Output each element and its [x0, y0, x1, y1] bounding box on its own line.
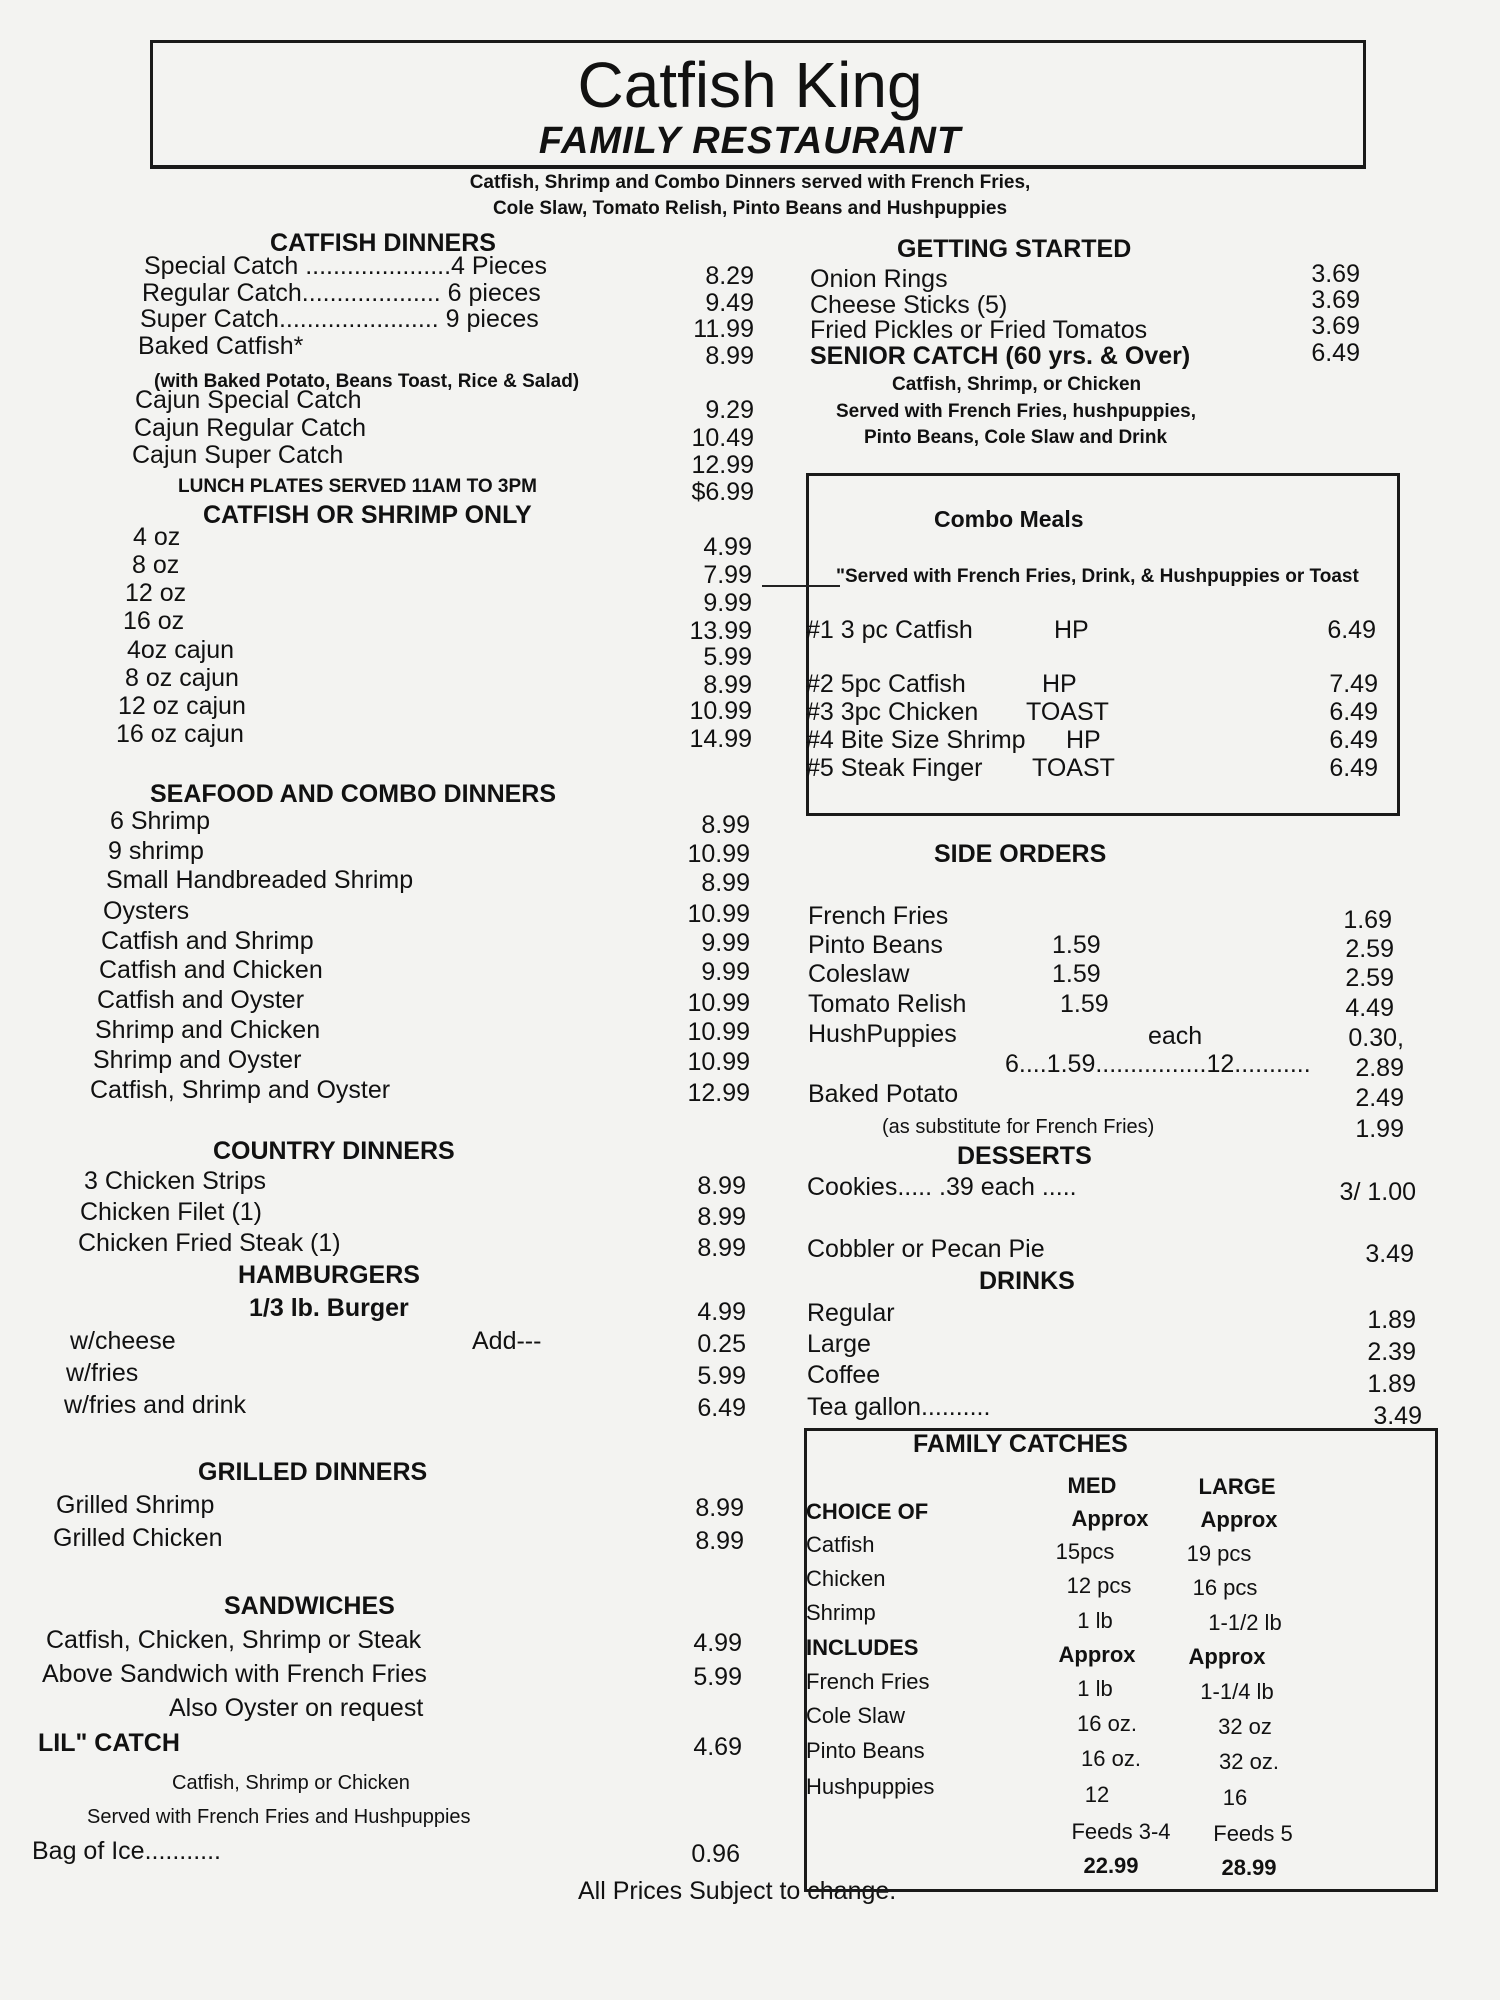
lunch-note: LUNCH PLATES SERVED 11AM TO 3PM — [178, 476, 537, 497]
menu-item: Oysters — [103, 897, 190, 925]
menu-item: 6 Shrimp — [110, 807, 211, 835]
menu-price: 8.99 — [695, 1527, 744, 1555]
menu-item: Cajun Super Catch — [132, 441, 344, 469]
lil-catch-note2: Served with French Fries and Hushpuppies — [87, 1806, 471, 1828]
family-include-item: Pinto Beans — [806, 1738, 925, 1763]
family-med-value: 12 — [1084, 1782, 1110, 1807]
side-item: Tomato Relish — [808, 990, 967, 1018]
family-large-value: 32 oz — [1218, 1714, 1272, 1739]
side-orders-title: SIDE ORDERS — [934, 840, 1107, 868]
med-approx: Approx — [1071, 1506, 1149, 1531]
side-item: Pinto Beans — [808, 931, 943, 959]
menu-price: 8.99 — [695, 1494, 744, 1522]
combo-price: 7.49 — [1329, 670, 1378, 698]
includes-label: INCLUDES — [806, 1635, 919, 1660]
menu-price: 4.99 — [693, 1629, 742, 1657]
restaurant-name: Catfish King — [577, 49, 923, 121]
menu-price: 8.99 — [697, 1172, 746, 1200]
family-med-value: 16 oz. — [1077, 1711, 1137, 1736]
hushpuppies-price: 0.30, — [1348, 1024, 1404, 1052]
senior-catch: SENIOR CATCH (60 yrs. & Over) — [810, 342, 1191, 370]
served-note-line1: Catfish, Shrimp and Combo Dinners served with French Fries, — [469, 172, 1031, 193]
desserts-title: DESSERTS — [957, 1142, 1092, 1170]
menu-item: 3 Chicken Strips — [84, 1167, 267, 1195]
oyster-note: Also Oyster on request — [169, 1694, 424, 1722]
menu-price: 3.69 — [1311, 312, 1360, 340]
menu-item: Cajun Special Catch — [135, 386, 362, 414]
menu-price: 7.99 — [703, 561, 752, 589]
family-include-item: Hushpuppies — [806, 1774, 935, 1799]
menu-price: 5.99 — [697, 1362, 746, 1390]
menu-price: 10.99 — [687, 1018, 750, 1046]
substitute-note: (as substitute for French Fries) — [882, 1116, 1155, 1138]
family-med-value: 16 oz. — [1081, 1746, 1141, 1771]
large-approx: Approx — [1188, 1644, 1266, 1669]
menu-item: Small Handbreaded Shrimp — [106, 866, 414, 894]
lil-catch-price: 4.69 — [693, 1733, 742, 1761]
large-header: LARGE — [1198, 1474, 1276, 1499]
drink-item: Regular — [807, 1299, 895, 1327]
menu-item: Shrimp and Chicken — [95, 1016, 321, 1044]
side-small-price: 1.59 — [1052, 931, 1101, 959]
med-header: MED — [1067, 1473, 1117, 1498]
menu-price: 8.99 — [701, 811, 750, 839]
feeds-large: Feeds 5 — [1213, 1821, 1293, 1846]
large-approx: Approx — [1200, 1507, 1278, 1532]
family-choice-item: Shrimp — [806, 1600, 876, 1625]
drink-price: 2.39 — [1367, 1338, 1416, 1366]
menu-item: Catfish, Chicken, Shrimp or Steak — [46, 1626, 422, 1654]
menu-item: Baked Catfish* — [138, 332, 304, 360]
menu-item: 16 oz — [123, 607, 185, 635]
menu-price: 13.99 — [689, 617, 752, 645]
menu-item: w/fries — [66, 1359, 139, 1387]
menu-price: 12.99 — [687, 1079, 750, 1107]
menu-price: 5.99 — [693, 1663, 742, 1691]
menu-item: 8 oz cajun — [125, 664, 239, 692]
menu-price: 5.99 — [703, 643, 752, 671]
menu-item: 12 oz — [125, 579, 187, 607]
drink-price: 3.49 — [1373, 1402, 1422, 1430]
drinks-title: DRINKS — [979, 1267, 1075, 1295]
menu-price: 11.99 — [693, 315, 754, 343]
menu-item: 4 oz — [133, 523, 181, 551]
menu-item: Grilled Shrimp — [56, 1491, 215, 1519]
menu-price: 8.99 — [701, 869, 750, 897]
combo-meals-title: Combo Meals — [934, 506, 1084, 532]
menu-item: Grilled Chicken — [53, 1524, 223, 1552]
menu-item: 12 oz cajun — [118, 692, 246, 720]
getting-started-title: GETTING STARTED — [897, 235, 1132, 263]
cookies-price: 3/ 1.00 — [1339, 1178, 1416, 1206]
side-item: French Fries — [808, 902, 949, 930]
menu-item: 16 oz cajun — [116, 720, 244, 748]
menu-price: 0.25 — [697, 1330, 746, 1358]
hushpuppies-item: HushPuppies — [808, 1020, 957, 1048]
restaurant-subtitle: FAMILY RESTAURANT — [538, 120, 962, 162]
menu-item: Catfish and Oyster — [97, 986, 305, 1014]
hushpuppies-dozen-price: 2.89 — [1355, 1054, 1404, 1082]
hamburgers-title: HAMBURGERS — [238, 1261, 420, 1289]
side-price: 4.49 — [1345, 994, 1394, 1022]
family-choice-item: Chicken — [806, 1566, 886, 1591]
menu-price: 3.69 — [1311, 286, 1360, 314]
drink-item: Tea gallon.......... — [807, 1393, 991, 1421]
menu-price: 8.99 — [705, 342, 754, 370]
side-small-price: 1.59 — [1052, 960, 1101, 988]
menu-price: 4.99 — [703, 533, 752, 561]
combo-side: HP — [1054, 616, 1089, 644]
menu-price: 8.99 — [703, 671, 752, 699]
footer-note: All Prices Subject to change. — [578, 1877, 897, 1905]
menu-price: 9.49 — [705, 289, 754, 317]
menu-price: 8.99 — [697, 1234, 746, 1262]
combo-side: HP — [1042, 670, 1077, 698]
senior-note3: Pinto Beans, Cole Slaw and Drink — [864, 427, 1168, 448]
substitute-price: 1.99 — [1355, 1115, 1404, 1143]
senior-note1: Catfish, Shrimp, or Chicken — [892, 374, 1142, 395]
menu-price: 10.99 — [687, 989, 750, 1017]
menu-item: Chicken Filet (1) — [80, 1198, 262, 1226]
menu-price: 8.29 — [705, 262, 754, 290]
baked-catfish-note: (with Baked Potato, Beans Toast, Rice & Salad) — [154, 371, 580, 392]
cobbler-item: Cobbler or Pecan Pie — [807, 1235, 1045, 1263]
family-large-value: 1-1/2 lb — [1208, 1610, 1282, 1635]
family-catches-title: FAMILY CATCHES — [913, 1430, 1128, 1458]
combo-price: 6.49 — [1329, 698, 1378, 726]
side-item: Coleslaw — [808, 960, 910, 988]
menu-price: 6.49 — [697, 1394, 746, 1422]
menu-price: 10.99 — [689, 697, 752, 725]
hushpuppies-each: each — [1148, 1022, 1203, 1050]
burger-price: 4.99 — [697, 1298, 746, 1326]
combo-side: HP — [1066, 726, 1101, 754]
feeds-med: Feeds 3-4 — [1071, 1819, 1171, 1844]
combo-price: 6.49 — [1329, 726, 1378, 754]
menu-price: 14.99 — [689, 725, 752, 753]
combo-connector-line — [762, 585, 840, 587]
menu-item: Cajun Regular Catch — [134, 414, 367, 442]
lunch-price: $6.99 — [691, 478, 754, 506]
combo-side: TOAST — [1026, 698, 1109, 726]
menu-item: Catfish and Chicken — [99, 956, 323, 984]
family-med-value: 1 lb — [1077, 1676, 1113, 1701]
med-approx: Approx — [1058, 1642, 1136, 1667]
burger-item: 1/3 lb. Burger — [249, 1294, 409, 1322]
family-med-price: 22.99 — [1083, 1853, 1139, 1878]
menu-price: 9.99 — [703, 589, 752, 617]
family-med-value: 15pcs — [1055, 1539, 1115, 1564]
combo-price: 6.49 — [1329, 754, 1378, 782]
combo-item: #2 5pc Catfish — [806, 670, 966, 698]
lil-catch-title: LIL" CATCH — [38, 1729, 180, 1757]
menu-item: 9 shrimp — [108, 837, 204, 865]
menu-price: 3.69 — [1311, 260, 1360, 288]
cobbler-price: 3.49 — [1365, 1240, 1414, 1268]
sandwiches-title: SANDWICHES — [224, 1592, 395, 1620]
bag-of-ice: Bag of Ice........... — [32, 1837, 221, 1865]
combo-item: #5 Steak Finger — [806, 754, 983, 782]
seafood-combo-title: SEAFOOD AND COMBO DINNERS — [150, 780, 557, 808]
combo-item: #4 Bite Size Shrimp — [806, 726, 1026, 754]
menu-price: 9.29 — [705, 396, 754, 424]
country-dinners-title: COUNTRY DINNERS — [213, 1137, 455, 1165]
choice-of-label: CHOICE OF — [806, 1499, 929, 1524]
baked-potato-item: Baked Potato — [808, 1080, 959, 1108]
family-large-price: 28.99 — [1221, 1855, 1277, 1880]
menu-item: Chicken Fried Steak (1) — [78, 1229, 341, 1257]
menu-price: 10.49 — [691, 424, 754, 452]
menu-item: Cheese Sticks (5) — [810, 291, 1008, 319]
family-include-item: Cole Slaw — [806, 1703, 906, 1728]
grilled-dinners-title: GRILLED DINNERS — [198, 1458, 428, 1486]
hushpuppies-dozen-line: 6....1.59................12........... — [1005, 1050, 1311, 1078]
menu-price: 9.99 — [701, 929, 750, 957]
drink-price: 1.89 — [1367, 1370, 1416, 1398]
served-note-line2: Cole Slaw, Tomato Relish, Pinto Beans and Hushpuppies — [492, 198, 1008, 219]
menu-item: 8 oz — [132, 551, 180, 579]
menu-price: 9.99 — [701, 958, 750, 986]
menu-item: Onion Rings — [810, 265, 948, 293]
baked-potato-price: 2.49 — [1355, 1084, 1404, 1112]
menu-item: Catfish, Shrimp and Oyster — [90, 1076, 391, 1104]
side-price: 1.69 — [1343, 906, 1392, 934]
menu-item: w/fries and drink — [64, 1391, 247, 1419]
menu-item: Special Catch .....................4 Pieces — [144, 252, 547, 280]
family-include-item: French Fries — [806, 1669, 930, 1694]
cookies-item: Cookies..... .39 each ..... — [807, 1173, 1077, 1201]
menu-item: Above Sandwich with French Fries — [42, 1660, 427, 1688]
menu-price: 12.99 — [691, 451, 754, 479]
catfish-or-shrimp-title: CATFISH OR SHRIMP ONLY — [203, 501, 532, 529]
menu-item: Regular Catch.................... 6 pieces — [142, 279, 541, 307]
menu-item: w/cheese — [70, 1327, 176, 1355]
menu-item: Super Catch....................... 9 pieces — [140, 305, 539, 333]
combo-side: TOAST — [1032, 754, 1115, 782]
menu-price: 8.99 — [697, 1203, 746, 1231]
family-large-value: 19 pcs — [1186, 1541, 1252, 1566]
family-med-value: 1 lb — [1077, 1608, 1113, 1633]
family-large-value: 1-1/4 lb — [1200, 1679, 1274, 1704]
combo-note: "Served with French Fries, Drink, & Hushpuppies or Toast — [836, 566, 1359, 587]
drink-price: 1.89 — [1367, 1306, 1416, 1334]
menu-item: Shrimp and Oyster — [93, 1046, 302, 1074]
combo-item: #1 3 pc Catfish — [806, 616, 973, 644]
family-med-value: 12 pcs — [1066, 1573, 1132, 1598]
family-large-value: 32 oz. — [1219, 1749, 1279, 1774]
menu-item: Catfish and Shrimp — [101, 927, 314, 955]
drink-item: Large — [807, 1330, 871, 1358]
menu-price: 10.99 — [687, 840, 750, 868]
drink-item: Coffee — [807, 1361, 881, 1389]
senior-catch-price: 6.49 — [1311, 339, 1360, 367]
combo-price: 6.49 — [1327, 616, 1376, 644]
menu-price: 10.99 — [687, 1048, 750, 1076]
menu-price: 10.99 — [687, 900, 750, 928]
lil-catch-note1: Catfish, Shrimp or Chicken — [172, 1772, 410, 1794]
catfish-dinners-title: CATFISH DINNERS — [270, 229, 496, 257]
family-choice-item: Catfish — [806, 1532, 875, 1557]
side-small-price: 1.59 — [1060, 990, 1109, 1018]
senior-note2: Served with French Fries, hushpuppies, — [836, 401, 1197, 422]
combo-item: #3 3pc Chicken — [806, 698, 979, 726]
side-price: 2.59 — [1345, 964, 1394, 992]
menu-item: 4oz cajun — [127, 636, 235, 664]
family-large-value: 16 — [1222, 1785, 1248, 1810]
add-label: Add--- — [472, 1327, 542, 1355]
menu-item: Fried Pickles or Fried Tomatos — [810, 316, 1148, 344]
side-price: 2.59 — [1345, 935, 1394, 963]
family-large-value: 16 pcs — [1192, 1575, 1258, 1600]
bag-of-ice-price: 0.96 — [691, 1840, 740, 1868]
